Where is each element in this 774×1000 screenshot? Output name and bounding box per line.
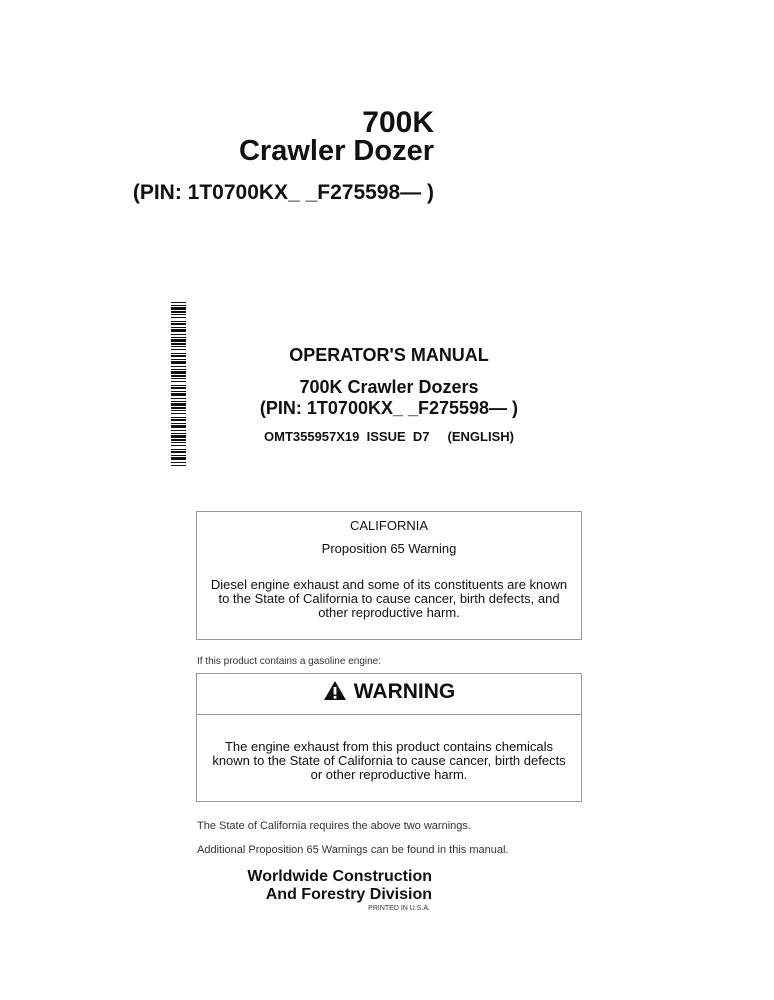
cover-pin-range: (PIN: 1T0700KX_ _F275598— ) <box>132 181 434 204</box>
division-name <box>247 868 432 904</box>
model-number: 700K <box>362 106 434 139</box>
california-heading: CALIFORNIA <box>349 518 428 533</box>
gasoline-engine-note: If this product contains a gasoline engine: <box>197 656 382 667</box>
warning-heading <box>196 678 582 706</box>
manual-issue-line: OMT355957X19 ISSUE D7 (ENGLISH) <box>264 429 514 444</box>
california-warning-text: Diesel engine exhaust and some of its constituents are known to the State of California to cause cancer, birth defects, and other reproductive harm. <box>210 577 568 620</box>
barcode <box>171 302 186 466</box>
manual-subtitle: 700K Crawler Dozers <box>299 377 479 397</box>
division-line-2: And Forestry Division <box>265 886 432 903</box>
proposition-65-heading: Proposition 65 Warning <box>321 541 457 556</box>
manual-pin-range: (PIN: 1T0700KX_ _F275598— ) <box>259 398 519 418</box>
warning-heading-label: WARNING <box>353 680 456 703</box>
additional-warnings-note: Additional Proposition 65 Warnings can be found in this manual. <box>197 844 509 856</box>
warning-divider <box>197 714 581 715</box>
warning-triangle-icon <box>323 680 347 701</box>
division-line-1: Worldwide Construction <box>247 868 432 885</box>
product-name: Crawler Dozer <box>238 135 434 167</box>
printed-in-usa: PRINTED IN U.S.A. <box>368 905 430 912</box>
manual-title: OPERATOR'S MANUAL <box>289 345 489 365</box>
warning-text: The engine exhaust from this product contains chemicals known to the State of California to cause cancer, birth defects or other reproductive harm. <box>212 739 566 782</box>
state-requirement-note: The State of California requires the above two warnings. <box>197 820 471 832</box>
